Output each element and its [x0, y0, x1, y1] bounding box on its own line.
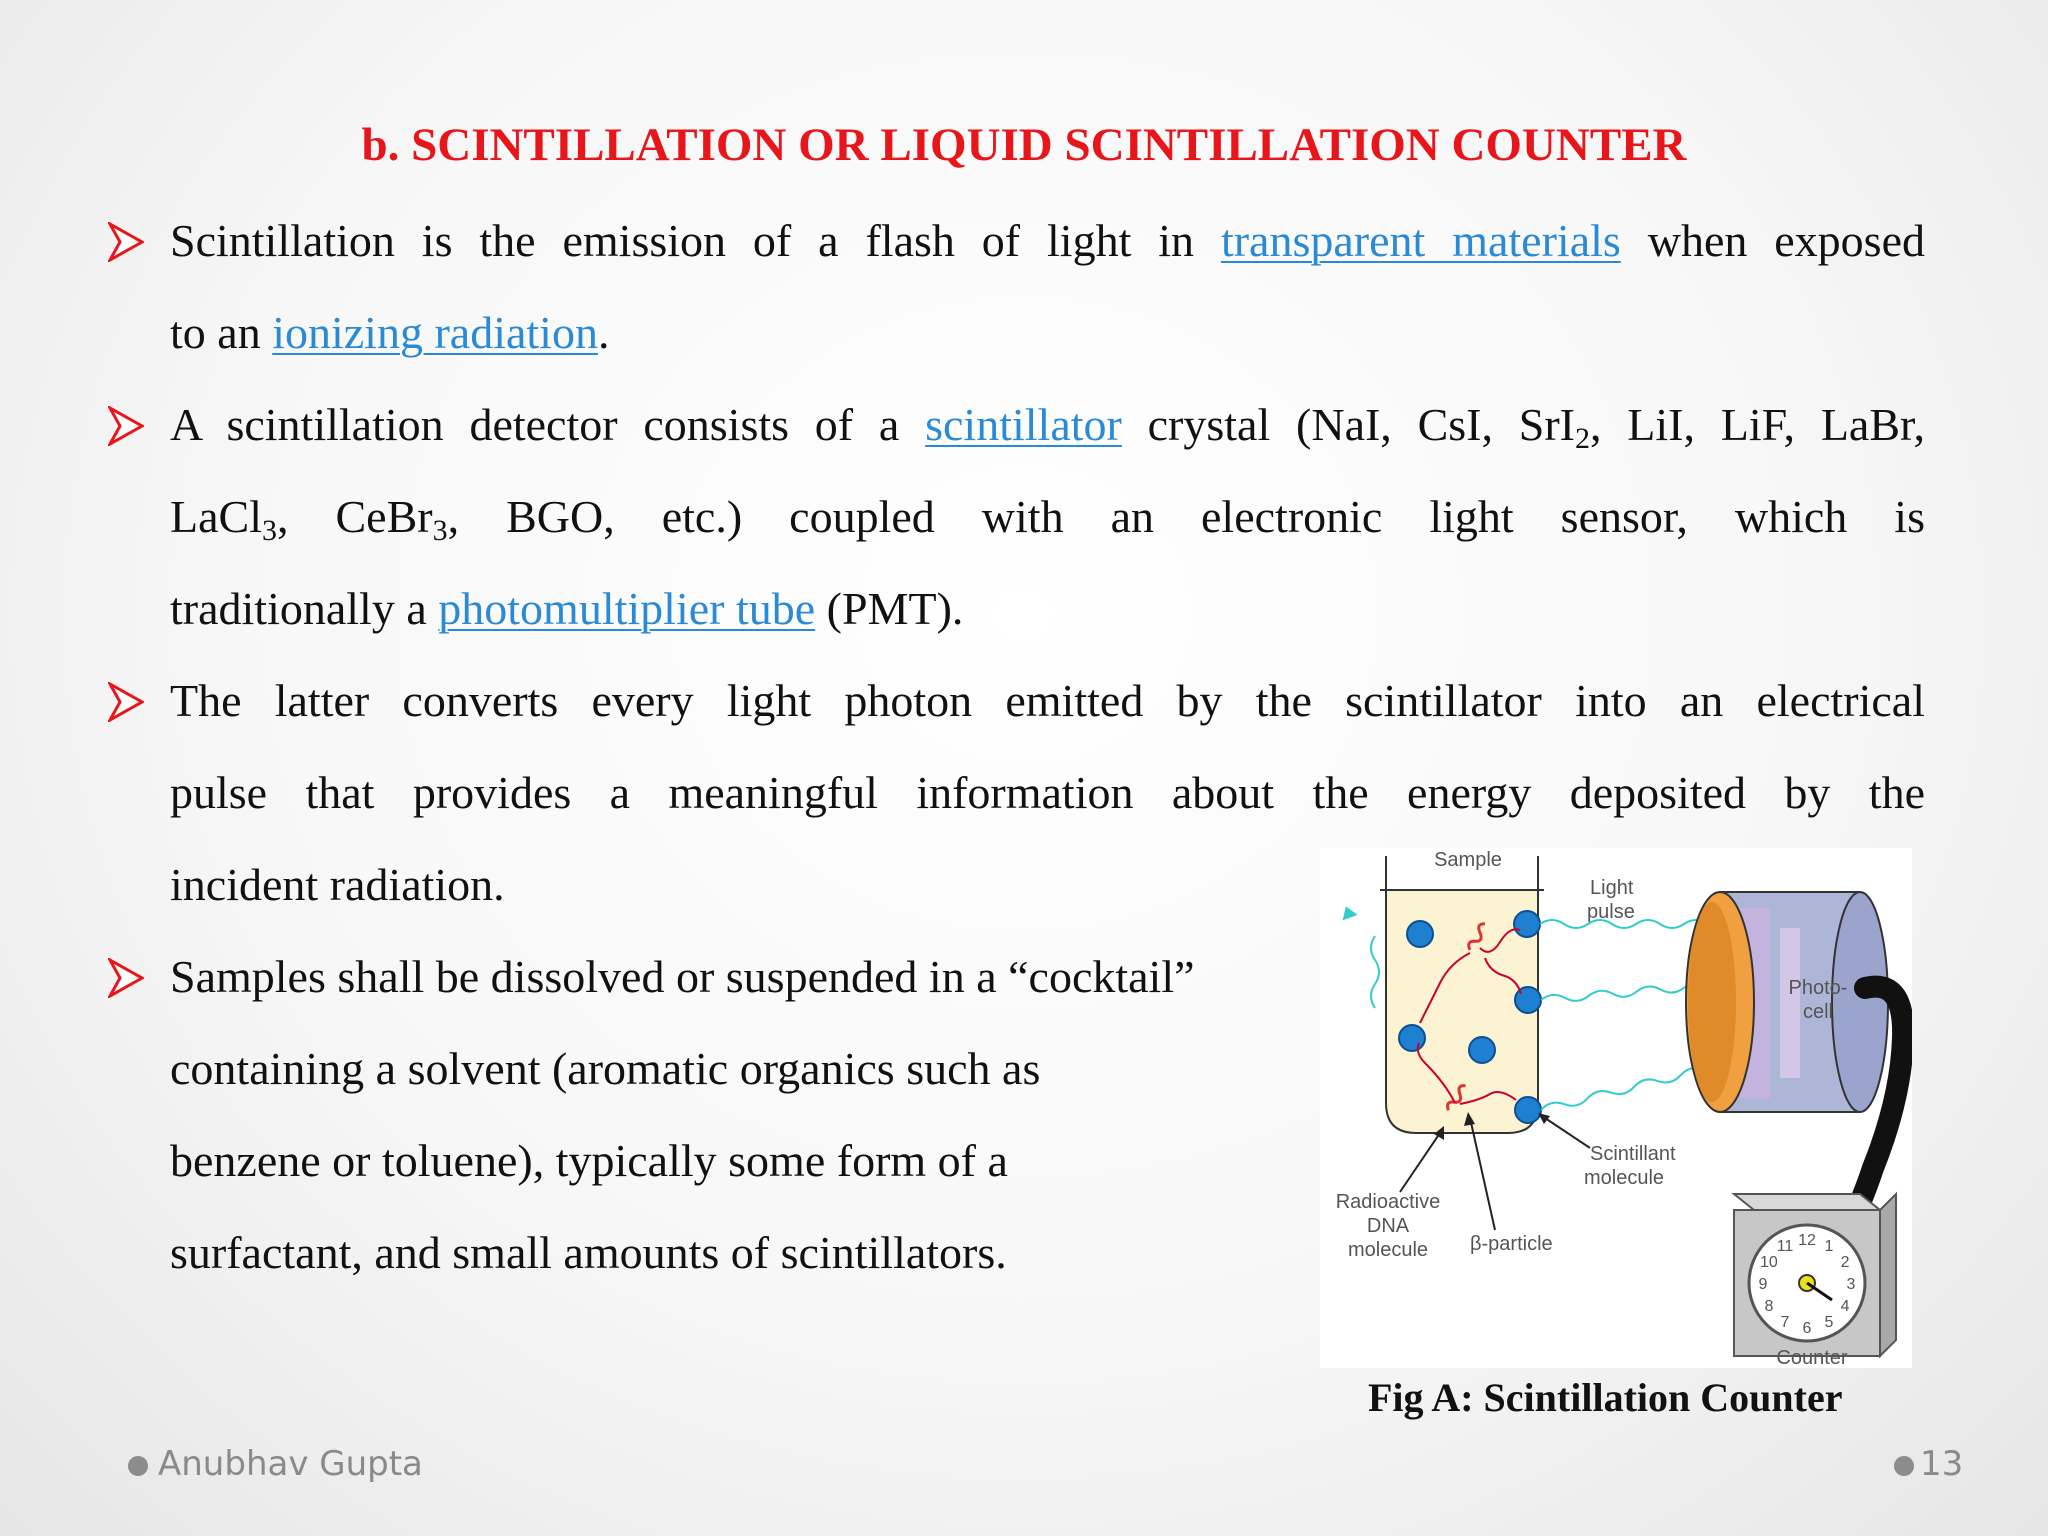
bullet-arrow-icon	[108, 958, 144, 998]
footer-author: Anubhav Gupta	[158, 1444, 423, 1484]
link-photomultiplier-tube[interactable]: photomultiplier tube	[438, 583, 816, 634]
page-number: 13	[1920, 1444, 1964, 1484]
figure-caption: Fig A: Scintillation Counter	[1368, 1375, 1843, 1420]
footer-dot	[128, 1456, 148, 1476]
bullet-3-line-2: pulse that provides a meaningful information about the energy deposited by the	[170, 767, 1925, 818]
bullet-2-line-1: A scintillation detector consists of a scintillator crystal (NaI, CsI, SrI$_2$, LiI, LiF, LaBr,	[170, 399, 1925, 455]
link-scintillator[interactable]: scintillator	[925, 399, 1122, 450]
slide-title: b. SCINTILLATION OR LIQUID SCINTILLATION COUNTER	[361, 119, 1687, 171]
scintillant-molecule	[1515, 1097, 1541, 1123]
scintillation-counter-figure	[1320, 848, 1912, 1368]
label-radioactive-1: Radioactive	[1335, 1191, 1441, 1213]
label-sample: Sample	[1434, 849, 1502, 871]
label-beta-particle: β-particle	[1470, 1233, 1553, 1255]
bullet-3-line-3: incident radiation.	[170, 859, 505, 910]
clock-number: 10	[1759, 1254, 1778, 1271]
clock-number: 2	[1840, 1254, 1850, 1271]
bullet-4-line-4: surfactant, and small amounts of scintillators.	[170, 1227, 1007, 1278]
scintillant-molecule	[1407, 921, 1433, 947]
bullet-arrow-icon	[108, 406, 144, 446]
bullet-3-line-1: The latter converts every light photon emitted by the scintillator into an electrical	[170, 675, 1925, 726]
clock-number: 4	[1840, 1298, 1850, 1315]
clock-number: 7	[1780, 1314, 1790, 1332]
bullet-4-line-2: containing a solvent (aromatic organics such as	[170, 1043, 1041, 1094]
clock-number: 5	[1824, 1314, 1834, 1332]
label-scintillant-2: molecule	[1584, 1167, 1665, 1189]
label-radioactive-2: DNA	[1366, 1215, 1410, 1237]
scintillant-molecule	[1514, 911, 1540, 937]
clock-number: 12	[1798, 1232, 1816, 1249]
scintillation-diagram	[1320, 848, 1912, 1368]
bullet-4-line-1: Samples shall be dissolved or suspended in a “cocktail”	[170, 951, 1195, 1002]
label-scintillant-1: Scintillant	[1590, 1143, 1676, 1165]
clock-number: 11	[1776, 1237, 1794, 1255]
label-pulse: pulse	[1587, 901, 1635, 923]
footer-dot	[1894, 1456, 1914, 1476]
bullet-2-line-2: LaCl$_3$, CeBr$_3$, BGO, etc.) coupled with an electronic light sensor, which is	[170, 491, 1925, 547]
bullet-arrow-icon	[108, 222, 144, 262]
clock-number: 1	[1824, 1237, 1834, 1255]
link-transparent-materials[interactable]: transparent materials	[1220, 215, 1621, 266]
bullet-1-line-2: to an ionizing radiation.	[170, 307, 610, 358]
scintillant-molecule	[1399, 1025, 1425, 1051]
bullet-4-line-3: benzene or toluene), typically some form of a	[170, 1135, 1008, 1186]
label-light: Light	[1590, 877, 1634, 899]
clock-number: 3	[1846, 1276, 1856, 1293]
link-ionizing-radiation[interactable]: ionizing radiation	[272, 307, 598, 358]
clock-number: 8	[1764, 1298, 1774, 1315]
bullet-1-line-1: Scintillation is the emission of a flash of light in transparent materials when exposed	[170, 215, 1925, 266]
bullet-arrow-icon	[108, 682, 144, 722]
bullet-2-line-3: traditionally a photomultiplier tube (PMT).	[170, 583, 964, 634]
label-photo: Photo-	[1788, 977, 1848, 999]
clock-number: 6	[1802, 1320, 1812, 1337]
scintillant-molecule	[1469, 1037, 1495, 1063]
clock-number: 9	[1758, 1276, 1768, 1293]
label-radioactive-3: molecule	[1347, 1239, 1429, 1261]
label-cell: cell	[1802, 1001, 1834, 1023]
label-counter: Counter	[1776, 1347, 1848, 1368]
